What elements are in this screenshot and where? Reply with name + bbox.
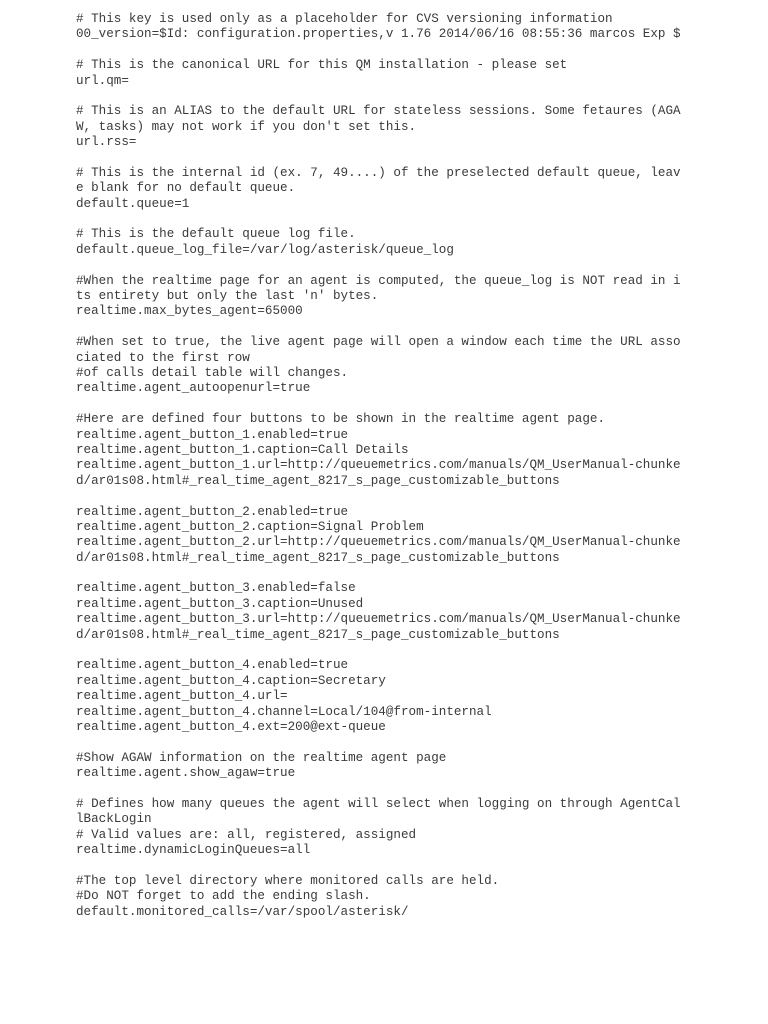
property-line: realtime.agent_button_4.enabled=true: [76, 658, 349, 673]
property-line: realtime.agent_button_1.url=http://queuemetrics.com/manuals/QM_UserManual-chunke: [76, 458, 681, 473]
comment-line: # This is the internal id (ex. 7, 49....) of the preselected default queue, leav: [76, 165, 681, 180]
property-line: W, tasks) may not work if you don't set this.: [76, 119, 417, 134]
config-block: [76, 505, 756, 567]
config-block: [76, 335, 756, 397]
comment-line: #When set to true, the live agent page will open a window each time the URL asso: [76, 335, 681, 350]
property-line: e blank for no default queue.: [76, 181, 296, 196]
config-block: [76, 58, 756, 89]
property-line: realtime.agent_button_3.url=http://queuemetrics.com/manuals/QM_UserManual-chunke: [76, 612, 681, 627]
comment-line: #Do NOT forget to add the ending slash.: [76, 889, 371, 904]
comment-line: #The top level directory where monitored calls are held.: [76, 873, 500, 888]
config-block: [76, 227, 756, 258]
property-line: realtime.agent_button_1.caption=Call Details: [76, 442, 409, 457]
property-line: realtime.agent_button_4.url=: [76, 689, 288, 704]
property-line: realtime.agent_button_2.enabled=true: [76, 504, 349, 519]
config-block: [76, 12, 756, 43]
property-line: realtime.agent_button_3.enabled=false: [76, 581, 356, 596]
comment-line: # This key is used only as a placeholder for CVS versioning information: [76, 12, 613, 26]
property-line: realtime.agent_button_4.channel=Local/104@from-internal: [76, 704, 492, 719]
property-line: realtime.agent_button_2.url=http://queuemetrics.com/manuals/QM_UserManual-chunke: [76, 535, 681, 550]
property-line: default.queue_log_file=/var/log/asterisk/queue_log: [76, 242, 454, 257]
property-line: realtime.max_bytes_agent=65000: [76, 304, 303, 319]
property-line: d/ar01s08.html#_real_time_agent_8217_s_page_customizable_buttons: [76, 627, 560, 642]
property-line: lBackLogin: [76, 812, 152, 827]
config-block: [76, 104, 756, 150]
config-block: [76, 412, 756, 489]
comment-line: # Valid values are: all, registered, assigned: [76, 827, 417, 842]
property-line: 00_version=$Id: configuration.properties,v 1.76 2014/06/16 08:55:36 marcos Exp $: [76, 27, 681, 42]
comment-line: #Show AGAW information on the realtime agent page: [76, 750, 447, 765]
property-line: realtime.agent.show_agaw=true: [76, 766, 296, 781]
comment-line: #of calls detail table will changes.: [76, 365, 349, 380]
property-line: url.qm=: [76, 73, 129, 88]
property-line: realtime.agent_button_4.caption=Secretary: [76, 673, 386, 688]
config-block: [76, 581, 756, 643]
config-block: [76, 658, 756, 735]
config-block: [76, 274, 756, 320]
comment-line: #Here are defined four buttons to be shown in the realtime agent page.: [76, 412, 606, 427]
property-line: realtime.agent_autoopenurl=true: [76, 381, 311, 396]
property-line: ts entirety but only the last 'n' bytes.: [76, 289, 379, 304]
property-line: realtime.agent_button_4.ext=200@ext-queue: [76, 719, 386, 734]
config-block: [76, 797, 756, 859]
comment-line: # This is an ALIAS to the default URL for stateless sessions. Some fetaures (AGA: [76, 104, 681, 119]
property-line: realtime.agent_button_1.enabled=true: [76, 427, 349, 442]
comment-line: #When the realtime page for an agent is computed, the queue_log is NOT read in i: [76, 273, 681, 288]
property-line: d/ar01s08.html#_real_time_agent_8217_s_page_customizable_buttons: [76, 473, 560, 488]
property-line: d/ar01s08.html#_real_time_agent_8217_s_page_customizable_buttons: [76, 550, 560, 565]
config-block: [76, 874, 756, 920]
property-line: default.queue=1: [76, 196, 190, 211]
property-line: url.rss=: [76, 135, 137, 150]
property-line: default.monitored_calls=/var/spool/asterisk/: [76, 904, 409, 919]
comment-line: # This is the canonical URL for this QM installation - please set: [76, 58, 568, 73]
config-document: [76, 12, 756, 935]
property-line: realtime.dynamicLoginQueues=all: [76, 843, 311, 858]
property-line: realtime.agent_button_3.caption=Unused: [76, 596, 364, 611]
comment-line: # Defines how many queues the agent will select when logging on through AgentCal: [76, 796, 681, 811]
config-block: [76, 751, 756, 782]
comment-line: # This is the default queue log file.: [76, 227, 356, 242]
config-block: [76, 166, 756, 212]
property-line: realtime.agent_button_2.caption=Signal Problem: [76, 519, 424, 534]
property-line: ciated to the first row: [76, 350, 250, 365]
